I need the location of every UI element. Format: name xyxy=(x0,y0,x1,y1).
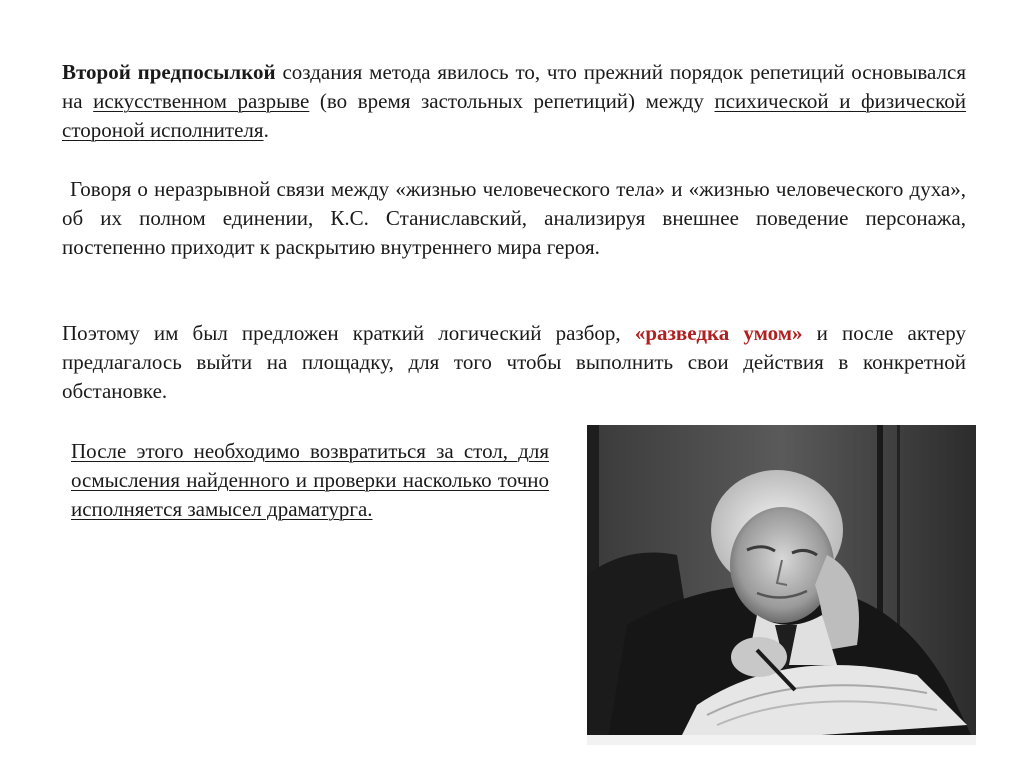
paragraph-second-premise xyxy=(62,58,966,145)
paragraph1-text-b: (во время застольных репетиций) между xyxy=(309,89,715,113)
highlight-reconnaissance: «разведка умом» xyxy=(634,321,803,345)
paragraph2-text: Говоря о неразрывной связи между «жизнью человеческого тела» и «жизнью человеческого духа», об их полном единении, К.С. Станиславский, анализируя внешнее поведение персонажа, постепенно приходит к раскрытию внутреннего мира героя. xyxy=(62,177,966,259)
underlined-psych-physical: психической и физической стороной исполнителя xyxy=(62,89,967,142)
paragraph1-text-a: создания метода явилось то, что прежний порядок репетиций основывался на xyxy=(62,60,966,113)
paragraph3-text-b: и после актеру предлагалось выйти на площадку, для того чтобы выполнить свои действия в конкретной обстановке. xyxy=(62,321,967,403)
paragraph1-text-c: . xyxy=(263,118,269,142)
paragraph4-text: После этого необходимо возвратиться за стол, для осмысления найденного и проверки насколько точно исполняется замысел драматурга. xyxy=(71,439,549,521)
paragraph-body-spirit xyxy=(62,175,966,262)
paragraph3-text-a: Поэтому им был предложен краткий логический разбор, xyxy=(62,321,635,345)
paragraph-return-to-table xyxy=(71,437,549,524)
bold-lead: Второй предпосылкой xyxy=(62,60,276,84)
paragraph-logical-analysis xyxy=(62,319,966,406)
portrait-photo-icon xyxy=(587,425,976,745)
underlined-artificial-gap: искусственном разрыве xyxy=(93,89,310,113)
